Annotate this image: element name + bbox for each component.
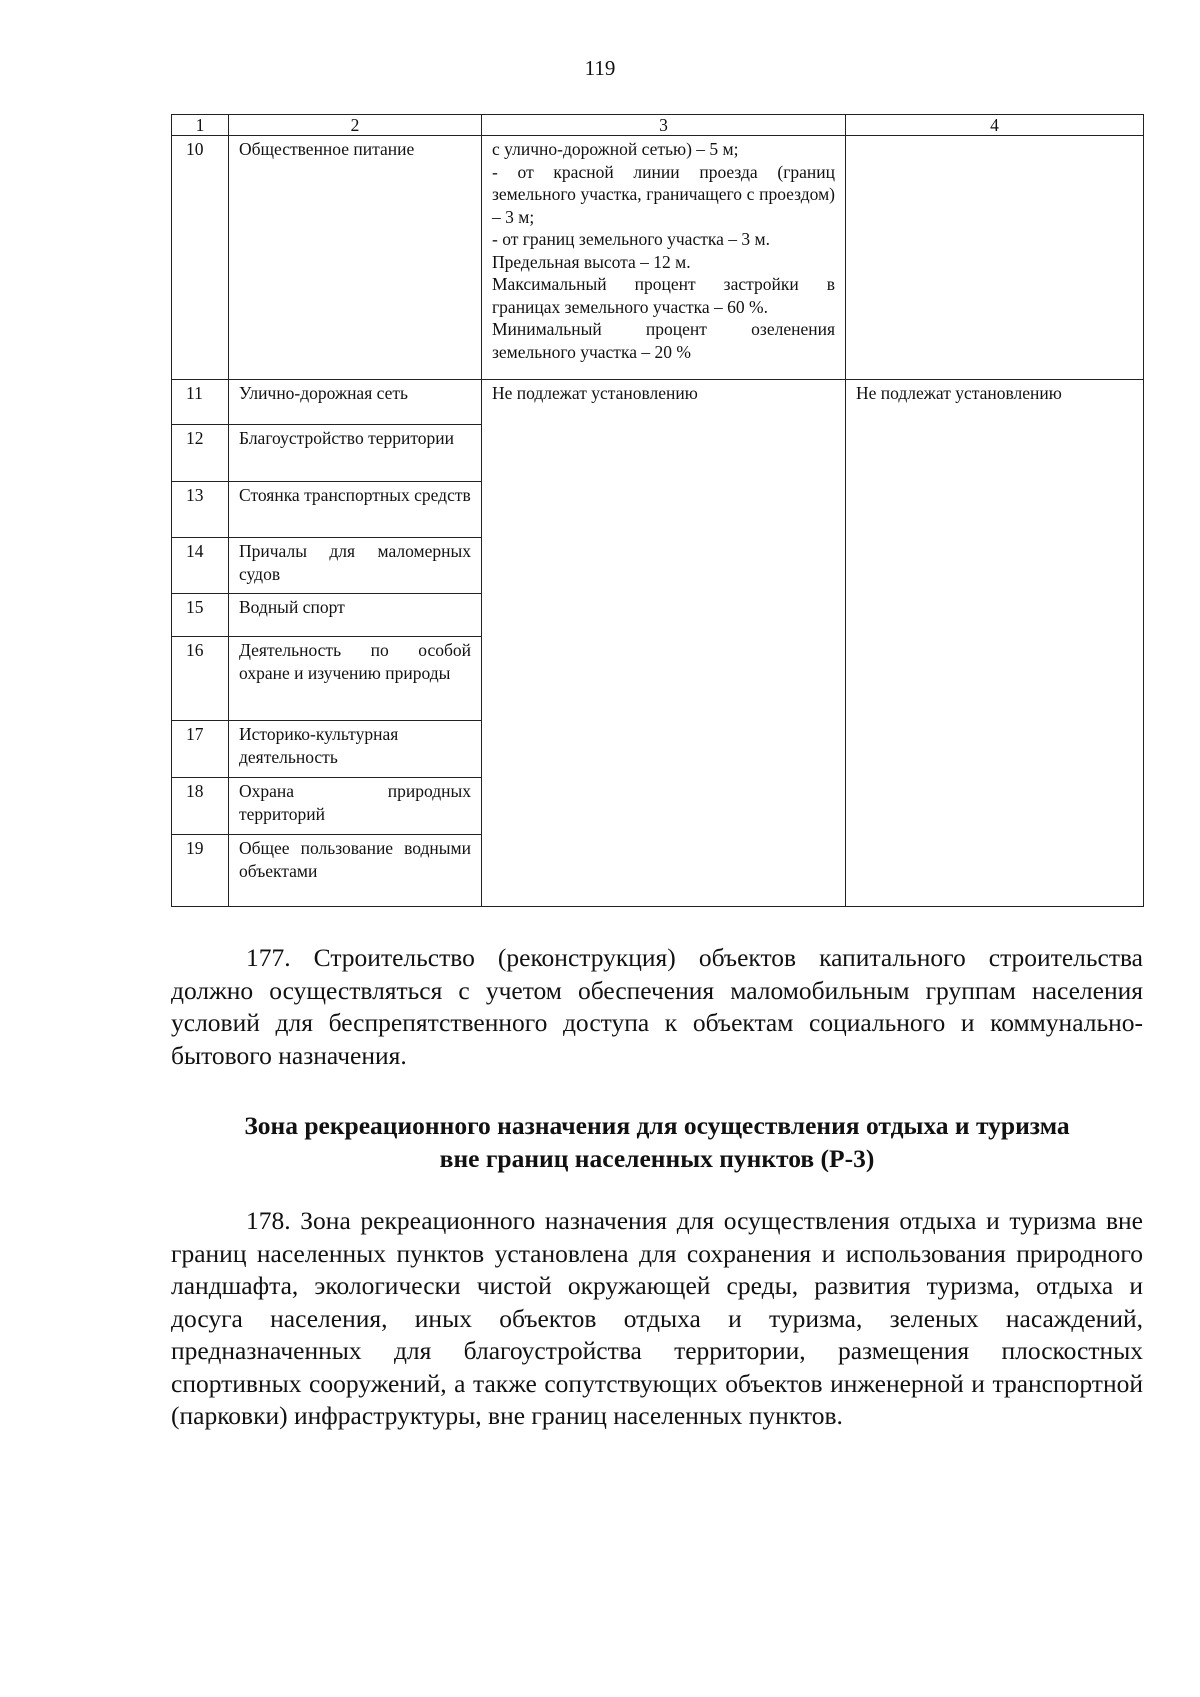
row-name: Благоустройство территории [229, 425, 482, 482]
row-number: 19 [172, 835, 229, 907]
parameter-line: Предельная высота – 12 м. [492, 251, 691, 272]
row-number: 14 [172, 538, 229, 594]
row-name: Улично-дорожная сеть [229, 380, 482, 425]
row-name: Общественное питание [229, 136, 482, 380]
header-cell: 4 [846, 115, 1144, 136]
paragraph-177: 177. Строительство (реконструкция) объектов капитального строительства должно осуществляться с учетом обеспечения маломобильным группам населения условий для беспрепятственного доступа к объектам социального и коммунально-бытового назначения. [171, 943, 1143, 1070]
paragraph-178: 178. Зона рекреационного назначения для осуществления отдыха и туризма вне границ населенных пунктов установлена для сохранения и использования природного ландшафта, экологически чистой окружающей среды, развития туризма, отдыха и досуга населения, иных объектов отдыха и туризма, зеленых насаждений, предназначенных для благоустройства территории, размещения плоскостных спортивных сооружений, а также сопутствующих объектов инженерной и транспортной (парковки) инфраструктуры, вне границ населенных пунктов. [171, 1206, 1143, 1430]
section-heading [171, 1110, 1143, 1175]
header-cell: 1 [172, 115, 229, 136]
heading-line: Зона рекреационного назначения для осуществления отдыха и туризма [244, 1111, 1070, 1140]
row-number: 16 [172, 637, 229, 721]
parameter-line: с улично-дорожной сетью) – 5 м; [492, 139, 739, 159]
header-cell: 2 [229, 115, 482, 136]
page-number: 119 [584, 56, 616, 80]
table-header-row [172, 115, 1144, 136]
row-name: Историко-культурная деятельность [229, 721, 482, 778]
row-name: Причалы для маломерных судов [229, 538, 482, 594]
parameter-line: - от красной линии проезда (границ земельного участка, граничащего с проездом) – 3 м; [492, 161, 835, 227]
row-name: Общее пользование водными объектами [229, 835, 482, 907]
row-name: Водный спорт [229, 594, 482, 637]
regulations-table [171, 114, 1144, 907]
row-name: Стоянка транспортных средств [229, 482, 482, 538]
row-number: 11 [172, 380, 229, 425]
merged-restrictions-cell: Не подлежат установлению [846, 380, 1144, 907]
row-number: 13 [172, 482, 229, 538]
row-name: Охрана природных территорий [229, 778, 482, 835]
table-row [172, 136, 1144, 380]
header-cell: 3 [482, 115, 846, 136]
parameter-line: Максимальный процент застройки в границах земельного участка – 60 %. [492, 274, 835, 317]
row-parameters [482, 136, 846, 380]
row-restrictions [846, 136, 1144, 380]
table-row [172, 380, 1144, 425]
parameter-line: Минимальный процент озеленения земельного участка – 20 % [492, 319, 835, 362]
row-number: 18 [172, 778, 229, 835]
row-number: 10 [172, 136, 229, 380]
row-name: Деятельность по особой охране и изучению природы [229, 637, 482, 721]
row-number: 12 [172, 425, 229, 482]
row-number: 17 [172, 721, 229, 778]
merged-parameters-cell: Не подлежат установлению [482, 380, 846, 907]
heading-line: вне границ населенных пунктов (Р-3) [439, 1143, 875, 1173]
row-number: 15 [172, 594, 229, 637]
parameter-line: - от границ земельного участка – 3 м. [492, 229, 770, 249]
